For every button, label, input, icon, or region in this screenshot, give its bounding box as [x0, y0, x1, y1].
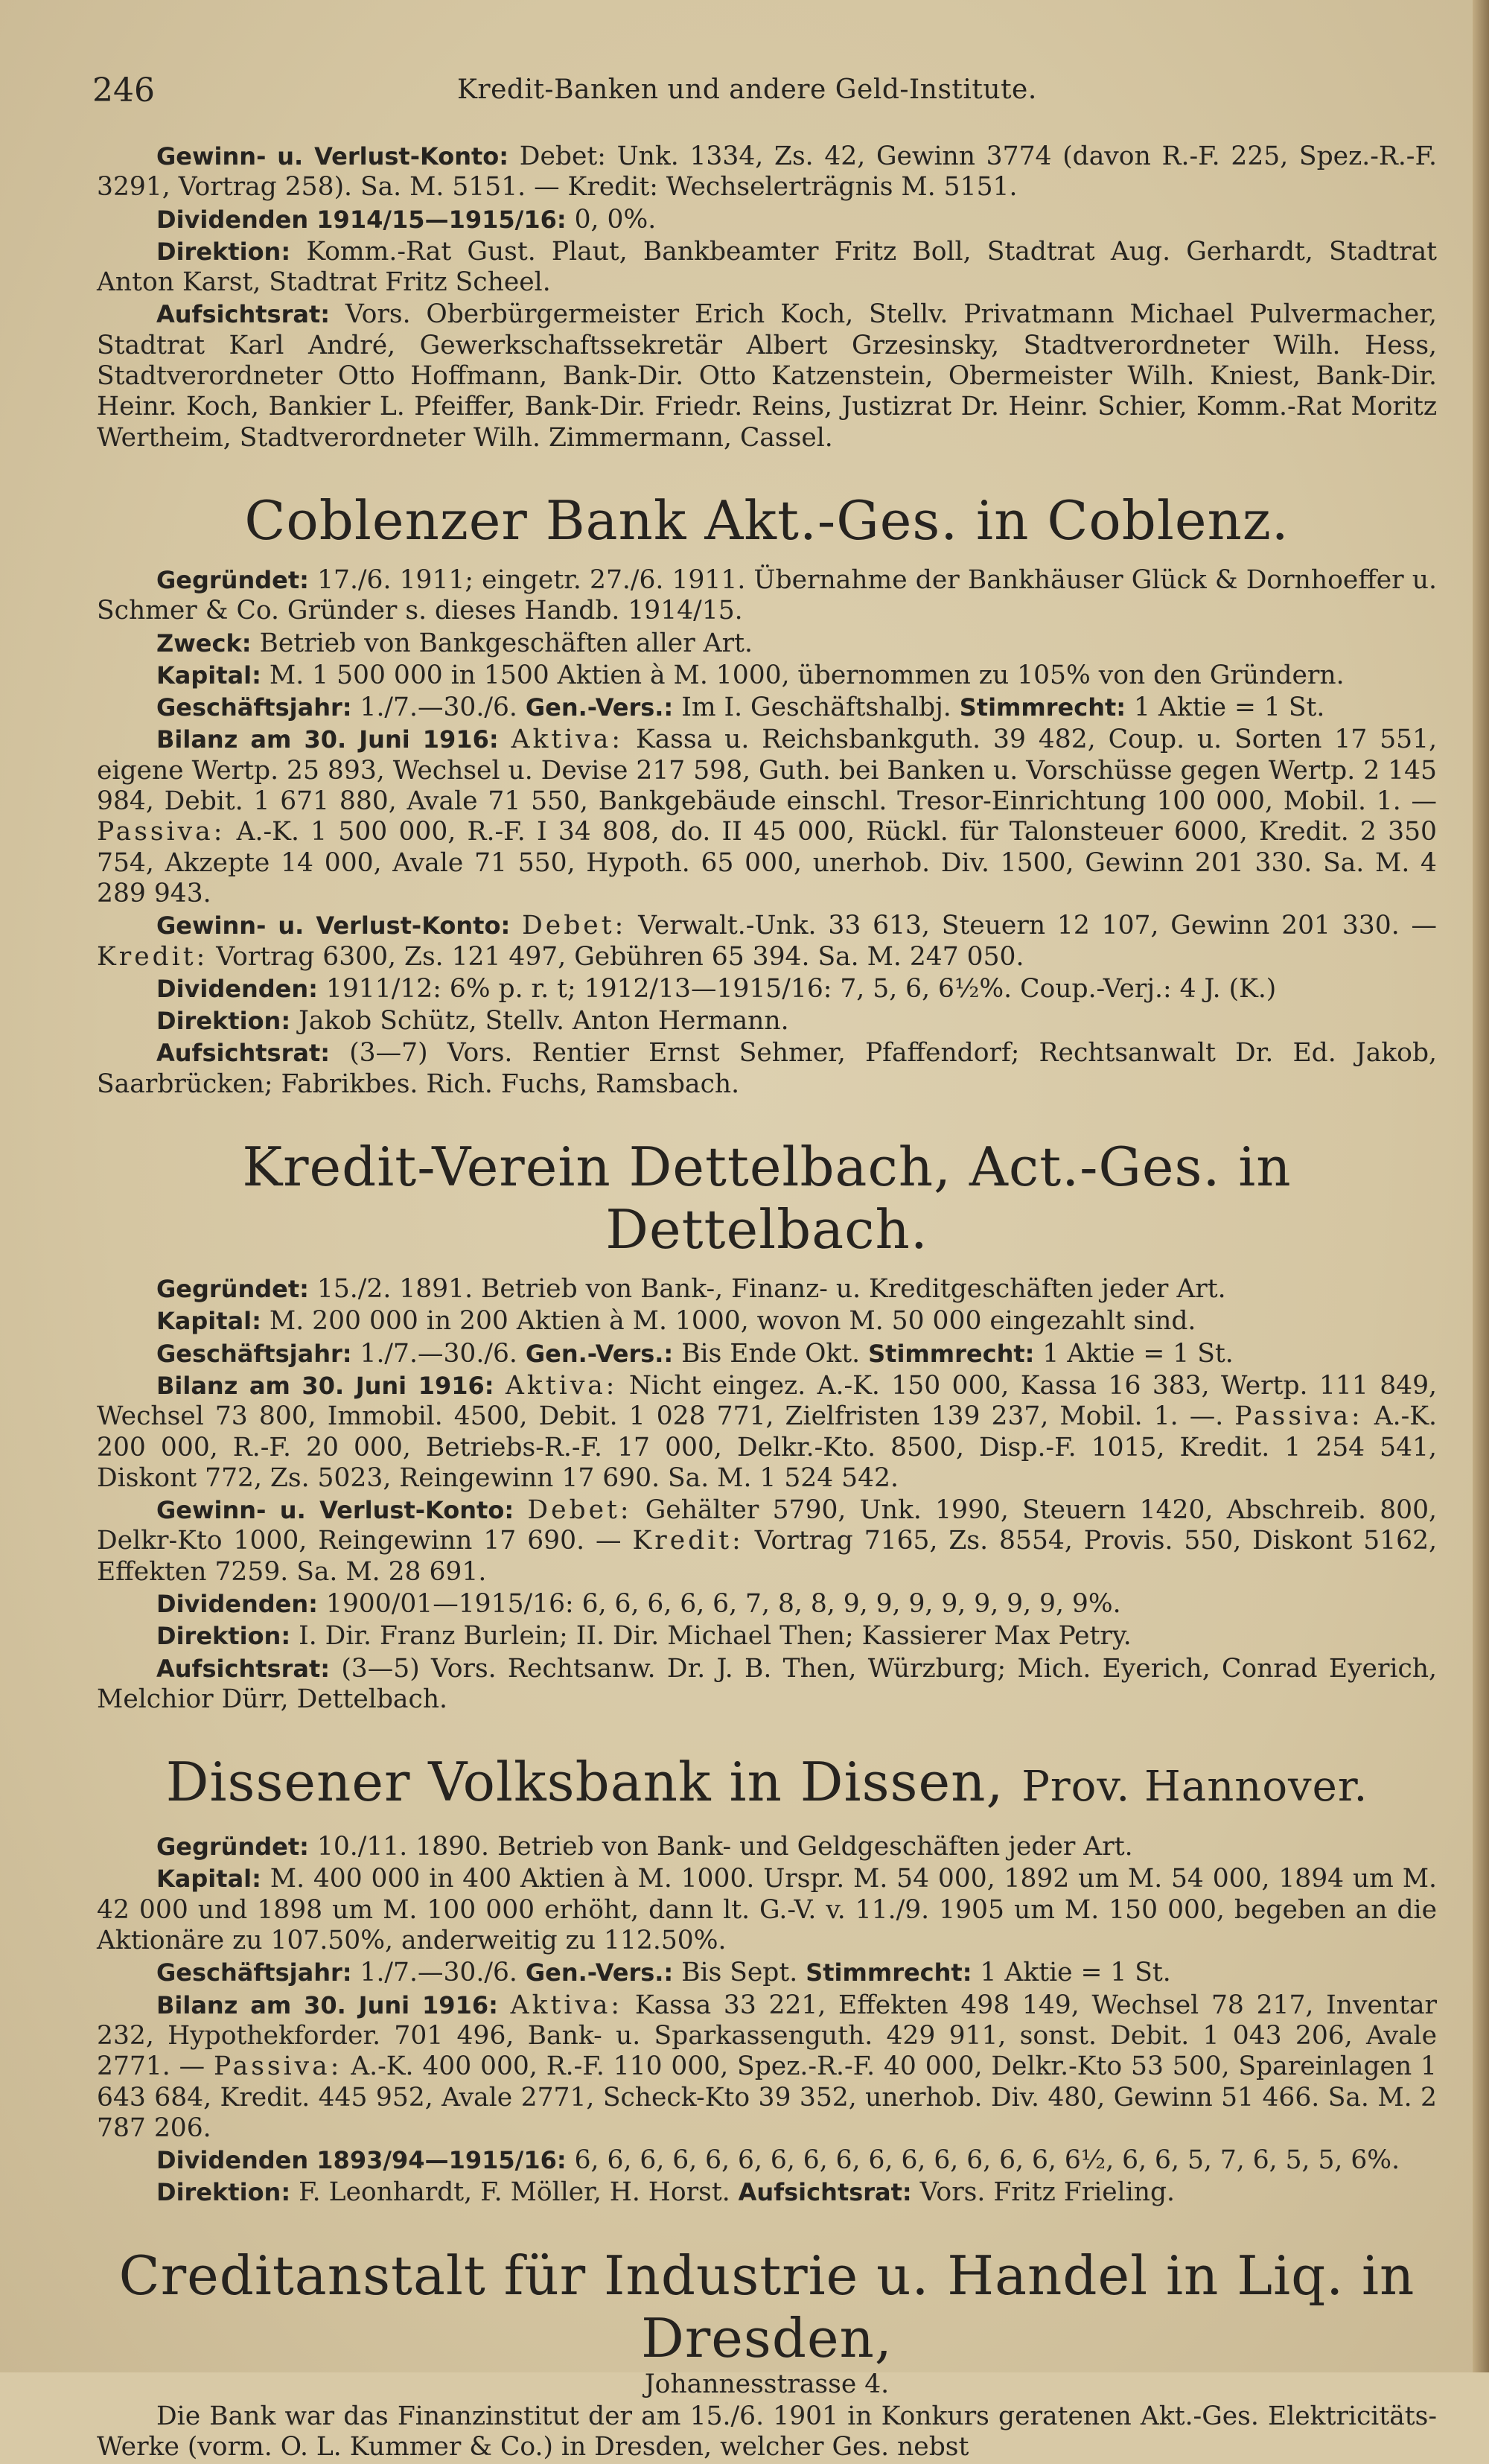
label: Gegründet:	[156, 1833, 309, 1862]
bilanz	[97, 1371, 1437, 1494]
passiva-label: Passiva:	[1234, 1401, 1363, 1432]
bilanz	[97, 1990, 1437, 2144]
label: Direktion:	[156, 1622, 291, 1651]
direktion	[97, 1006, 1437, 1037]
label: Bilanz am 30. Juni 1916:	[156, 725, 499, 754]
passiva-label: Passiva:	[213, 2051, 342, 2082]
label: Gen.-Vers.:	[525, 693, 674, 722]
text: A.-K. 400 000, R.-F. 110 000, Spez.-R.-F. 40 000, Delkr.-Kto 53 500, Spareinlagen 1 643 684, Kredit. 445 952, Avale 2771, Scheck-Kto 39 352, unerhob. Div. 480, Gewinn 51 466. Sa. M. 2 787 206.	[97, 2051, 1437, 2143]
text: 1./7.—30./6.	[360, 1338, 517, 1369]
text: (3—7) Vors. Rentier Ernst Sehmer, Pfaffendorf; Rechtsanwalt Dr. Ed. Jakob, Saarbrücken; Fabrikbes. Rich. Fuchs, Ramsbach.	[97, 1038, 1438, 1099]
label: Gegründet:	[156, 1275, 309, 1304]
text: M. 400 000 in 400 Aktien à M. 1000. Urspr. M. 54 000, 1892 um M. 54 000, 1894 um M. 42 000 und 1898 um M. 100 000 erhöht, dann lt. G.-V. v. 11./9. 1905 um M. 150 000, begeben an die Aktionäre zu 107.50%, anderweitig zu 112.50%.	[97, 1864, 1437, 1956]
bilanz	[97, 725, 1437, 909]
text: 1 Aktie = 1 St.	[1134, 693, 1325, 723]
title-region: Prov. Hannover.	[1021, 1763, 1368, 1812]
aufsichtsrat	[97, 1038, 1437, 1100]
text: A.-K. 200 000, R.-F. 20 000, Betriebs-R.-F. 17 000, Delkr.-Kto. 8500, Disp.-F. 1015, Kredit. 1 254 541, Diskont 772, Zs. 5023, Reingewinn 17 690. Sa. M. 1 524 542.	[97, 1401, 1438, 1493]
company-title: Coblenzer Bank Akt.-Ges. in Coblenz.	[244, 488, 1289, 552]
company-title: Creditanstalt für Industrie u. Handel in Liq. in Dresden,	[118, 2244, 1415, 2369]
text: (3—5) Vors. Rechtsanw. Dr. J. B. Then, Würzburg; Mich. Eyerich, Conrad Eyerich, Melchior Dürr, Dettelbach.	[97, 1653, 1437, 1714]
text: A.-K. 1 500 000, R.-F. I 34 808, do. II 45 000, Rückl. für Talonsteuer 6000, Kredit. 2 350 754, Akzepte 14 000, Avale 71 550, Hypoth. 65 000, unerhob. Div. 1500, Gewinn 201 330. Sa. M. 4 289 943.	[97, 817, 1437, 908]
label: Gen.-Vers.:	[525, 1339, 674, 1368]
label: Geschäftsjahr:	[156, 1958, 352, 1987]
text: I. Dir. Franz Burlein; II. Dir. Michael Then; Kassierer Max Petry.	[299, 1621, 1132, 1652]
debet-label: Debet:	[527, 1495, 632, 1526]
label: Aufsichtsrat:	[156, 1654, 331, 1683]
label: Gewinn- u. Verlust-Konto:	[156, 911, 511, 940]
text: 17./6. 1911; eingetr. 27./6. 1911. Übernahme der Bankhäuser Glück & Dornhoeffer u. Schmer & Co. Gründer s. dieses Handb. 1914/15.	[97, 564, 1437, 626]
kapital	[97, 1864, 1437, 1956]
kredit-label: Kredit:	[632, 1526, 744, 1556]
aufsichtsrat	[97, 1654, 1437, 1716]
text: Kassa u. Reichsbankguth. 39 482, Coup. u. Sorten 17 551, eigene Wertp. 25 893, Wechsel u. Devise 217 598, Guth. bei Banken u. Vorschüsse gegen Wertp. 2 145 984, Debit. 1 671 880, Avale 71 550, Bankgebäude einschl. Tresor-Einrichtung 100 000, Mobil. 1. —	[97, 725, 1438, 817]
label: Bilanz am 30. Juni 1916:	[156, 1990, 498, 2019]
title-main: Dissener Volksbank in Dissen,	[165, 1751, 1004, 1814]
text: Gehälter 5790, Unk. 1990, Steuern 1420, Abschreib. 800, Delkr-Kto 1000, Reingewinn 17 690. —	[97, 1495, 1438, 1556]
dividenden	[97, 1589, 1437, 1620]
entry-dettelbach	[97, 1136, 1437, 1715]
description: Die Bank war das Finanzinstitut der am 15./6. 1901 in Konkurs geratenen Akt.-Ges. Elektricitäts-Werke (vorm. O. L. Kummer & Co.) in Dresden, welcher Ges. nebst	[97, 2401, 1437, 2463]
text: Kassa 33 221, Effekten 498 149, Wechsel 78 217, Inventar 232, Hypothekforder. 701 496, Bank- u. Sparkassenguth. 429 911, sonst. Debit. 1 043 206, Avale 2771. —	[97, 1990, 1438, 2082]
text: Komm.-Rat Gust. Plaut, Bankbeamter Fritz Boll, Stadtrat Aug. Gerhardt, Stadtrat Anton Karst, Stadtrat Fritz Scheel.	[97, 236, 1437, 298]
text: Bis Ende Okt.	[681, 1338, 861, 1369]
label: Direktion:	[156, 237, 291, 266]
text: Bis Sept.	[681, 1958, 798, 1988]
text: 1911/12: 6% p. r. t; 1912/13—1915/16: 7, 5, 6, 6½%. Coup.-Verj.: 4 J. (K.)	[325, 973, 1277, 1004]
gewinn-verlust	[97, 911, 1437, 972]
label: Aufsichtsrat:	[738, 2178, 912, 2207]
label: Bilanz am 30. Juni 1916:	[156, 1371, 494, 1400]
label: Gegründet:	[156, 565, 309, 594]
text: 1900/01—1915/16: 6, 6, 6, 6, 6, 7, 8, 8, 9, 9, 9, 9, 9, 9, 9, 9%.	[325, 1588, 1121, 1619]
gegruendet	[97, 565, 1437, 627]
aktiva-label: Aktiva:	[506, 1370, 618, 1401]
text: F. Leonhardt, F. Möller, H. Horst.	[299, 2177, 730, 2208]
label: Stimmrecht:	[959, 693, 1126, 722]
text: 15./2. 1891. Betrieb von Bank-, Finanz- u. Kreditgeschäften jeder Art.	[316, 1274, 1226, 1305]
company-title: Kredit-Verein Dettelbach, Act.-Ges. in Dettelbach.	[242, 1136, 1292, 1261]
text: Betrieb von Bankgeschäften aller Art.	[259, 628, 753, 658]
entry-dresden	[97, 2244, 1437, 2463]
text: M. 200 000 in 200 Aktien à M. 1000, wovon M. 50 000 eingezahlt sind.	[269, 1306, 1196, 1337]
direktion-aufsichtsrat	[97, 2177, 1437, 2208]
debet-label: Debet:	[522, 911, 627, 941]
text: 10./11. 1890. Betrieb von Bank- und Geldgeschäften jeder Art.	[316, 1832, 1133, 1862]
label: Stimmrecht:	[868, 1339, 1035, 1368]
text: Debet: Unk. 1334, Zs. 42, Gewinn 3774 (davon R.-F. 225, Spez.-R.-F. 3291, Vortrag 258). Sa. M. 5151. — Kredit: Wechselerträgnis M. 5151.	[97, 141, 1437, 203]
kredit-label: Kredit:	[97, 941, 208, 972]
prev-gv	[97, 141, 1437, 203]
gegruendet	[97, 1832, 1437, 1862]
running-title: Kredit-Banken und andere Geld-Institute.	[457, 74, 1037, 105]
label: Kapital:	[156, 1307, 261, 1336]
label: Stimmrecht:	[806, 1958, 972, 1987]
entry-coblenz	[97, 489, 1437, 1100]
prev-div	[97, 205, 1437, 235]
label: Aufsichtsrat:	[156, 1039, 331, 1068]
geschaeftsjahr	[97, 1958, 1437, 1988]
text: Jakob Schütz, Stellv. Anton Hermann.	[299, 1006, 789, 1037]
text: 0, 0%.	[574, 204, 657, 235]
label: Geschäftsjahr:	[156, 693, 352, 722]
label: Gewinn- u. Verlust-Konto:	[156, 1496, 514, 1525]
label: Geschäftsjahr:	[156, 1339, 352, 1368]
geschaeftsjahr	[97, 693, 1437, 723]
dividenden	[97, 2145, 1437, 2176]
kapital	[97, 1306, 1437, 1337]
prev-dir	[97, 237, 1437, 299]
prev-ar	[97, 299, 1437, 453]
aktiva-label: Aktiva:	[511, 725, 623, 755]
passiva-label: Passiva:	[97, 817, 226, 847]
text: Im I. Geschäftshalbj.	[681, 693, 951, 723]
text: Verwalt.-Unk. 33 613, Steuern 12 107, Gewinn 201 330. —	[638, 911, 1438, 941]
label: Aufsichtsrat:	[156, 300, 331, 329]
label: Gen.-Vers.:	[525, 1958, 674, 1987]
text: Vortrag 6300, Zs. 121 497, Gebühren 65 394. Sa. M. 247 050.	[216, 941, 1024, 972]
text: Vors. Fritz Frieling.	[919, 2177, 1176, 2208]
label: Dividenden:	[156, 1589, 318, 1618]
text: 6, 6, 6, 6, 6, 6, 6, 6, 6, 6, 6, 6, 6, 6, 6, 6½, 6, 6, 5, 7, 6, 5, 5, 6%.	[574, 2145, 1400, 2176]
label: Direktion:	[156, 2178, 291, 2207]
company-title	[97, 1751, 1437, 1818]
kapital	[97, 660, 1437, 691]
text: 1 Aktie = 1 St.	[980, 1958, 1171, 1988]
gegruendet	[97, 1274, 1437, 1305]
text: 1./7.—30./6.	[360, 693, 517, 723]
entry-dissen	[97, 1751, 1437, 2209]
address: Johannesstrasse 4.	[644, 2369, 890, 2399]
label: Dividenden 1893/94—1915/16:	[156, 2146, 567, 2175]
text: Vortrag 7165, Zs. 8554, Provis. 550, Diskont 5162, Effekten 7259. Sa. M. 28 691.	[97, 1526, 1438, 1587]
label: Gewinn- u. Verlust-Konto:	[156, 142, 509, 171]
page-edge	[1473, 0, 1489, 2372]
aktiva-label: Aktiva:	[510, 1990, 623, 2020]
page-header	[92, 71, 1432, 116]
zweck	[97, 628, 1437, 659]
text: 1 Aktie = 1 St.	[1042, 1338, 1234, 1369]
label: Kapital:	[156, 1865, 261, 1894]
label: Dividenden:	[156, 974, 318, 1003]
direktion	[97, 1621, 1437, 1652]
label: Zweck:	[156, 628, 252, 658]
label: Dividenden 1914/15—1915/16:	[156, 205, 567, 234]
text: Vors. Oberbürgermeister Erich Koch, Stellv. Privatmann Michael Pulvermacher, Stadtrat Karl André, Gewerkschaftssekretär Albert Grzesinsky, Stadtverordneter Wilh. Hess, Stadtverordneter Otto Hoffmann, Bank-Dir. Otto Katzenstein, Obermeister Wilh. Kniest, Bank-Dir. Heinr. Koch, Bankier L. Pfeiffer, Bank-Dir. Friedr. Reins, Justizrat Dr. Heinr. Schier, Komm.-Rat Moritz Wertheim, Stadtverordneter Wilh. Zimmermann, Cassel.	[97, 299, 1437, 453]
dividenden	[97, 974, 1437, 1005]
page-number: 246	[92, 71, 155, 109]
geschaeftsjahr	[97, 1339, 1437, 1369]
page-content	[97, 141, 1437, 2464]
gewinn-verlust	[97, 1495, 1437, 1588]
label: Direktion:	[156, 1007, 291, 1036]
prev-entry	[97, 141, 1437, 453]
text: M. 1 500 000 in 1500 Aktien à M. 1000, übernommen zu 105% von den Gründern.	[269, 660, 1345, 690]
text: 1./7.—30./6.	[360, 1958, 517, 1988]
text: Nicht eingez. A.-K. 150 000, Kassa 16 383, Wertp. 111 849, Wechsel 73 800, Immobil. 4500, Debit. 1 028 771, Zielfristen 139 237, Mobil. 1. —.	[97, 1370, 1438, 1432]
label: Kapital:	[156, 660, 261, 690]
